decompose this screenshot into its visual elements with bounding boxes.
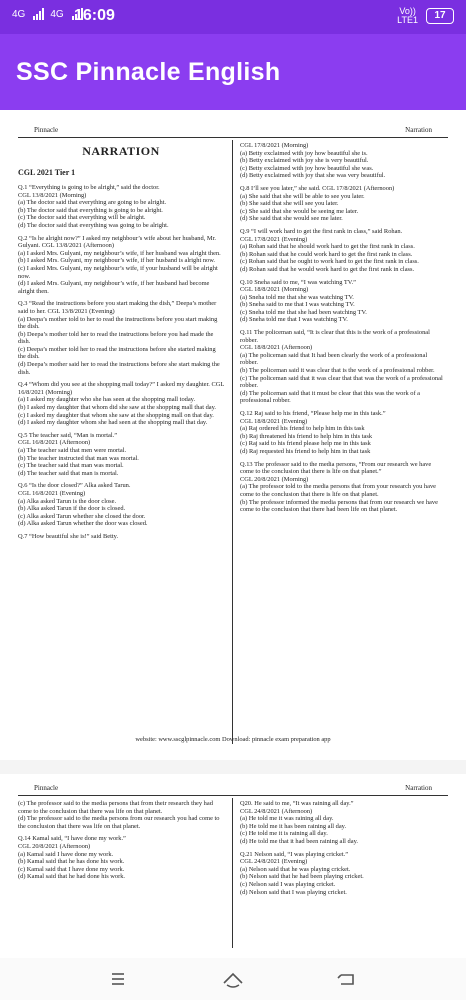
text-line: CGL 20/8/2021 (Morning) — [240, 475, 309, 483]
text-line: Q.12 Raj said to his friend, “Please help me in this task.” — [240, 410, 386, 417]
text-line: (a) Betty exclaimed with joy how beautiful she is. — [240, 149, 368, 157]
text-line: CGL 18/8/2021 (Afternoon) — [240, 344, 313, 352]
text-line: (d) Sneha told me that I was watching TV. — [240, 316, 348, 324]
column-divider-2 — [232, 798, 233, 948]
text-line: (d) The policeman said that it must be clear that this was the work of a professional robber. — [240, 389, 421, 405]
app-title: SSC Pinnacle English — [16, 58, 281, 86]
app-bar — [0, 34, 466, 110]
text-line: (d) She said that she would see me later. — [240, 215, 343, 223]
text-line: (a) I asked my daughter who she has seen at the shopping mall today. — [18, 396, 196, 404]
text-line: (c) Sneha told me that she had been watching TV. — [240, 308, 367, 316]
text-line: (c) Betty exclaimed with joy how beautiful she was. — [240, 164, 374, 172]
text-line: (d) I asked my daughter whom she had seen at the shopping mall that day. — [18, 419, 208, 427]
text-line: (b) The policeman said it was clear that is the work of a professional robber. — [240, 367, 435, 375]
lte-label: LTE1 — [397, 15, 418, 25]
text-line: (d) Kamal said that he had done his work. — [18, 873, 126, 881]
text-line: (b) The teacher instructed that man was mortal. — [18, 454, 139, 462]
page-footer: website: www.sscglpinnacle.com Download: pinnacle exam preparation app — [135, 736, 331, 743]
text-line: (b) Betty exclaimed with joy she is very beautiful. — [240, 157, 369, 165]
volte-label: Vo)) — [399, 6, 416, 16]
text-line: Q.14 Kamal said, “I have done my work.” — [18, 835, 126, 843]
text-line: (d) I asked Mrs. Gulyani, my neighbour’s wife, if her husband had become alright then. — [18, 280, 210, 295]
text-line: (b) Rohan said that he could work hard to get the first rank in class. — [240, 250, 413, 258]
text-line: CGL 18/8/2021 (Morning) — [240, 286, 309, 294]
text-line: (b) Sneha said to me that I was watching TV. — [240, 301, 355, 309]
text-line: (a) Raj ordered his friend to help him in this task — [240, 425, 365, 433]
text-line: (a) He told me it was raining all day. — [240, 815, 334, 823]
header-left: Pinnacle — [34, 126, 59, 134]
text-line: Q.13 The professor said to the media persons, “From our research we have come to the conclusion that there is life on that planet.” — [240, 460, 432, 476]
text-line: (a) The doctor said that everything are going to be alright. — [18, 199, 167, 207]
clock: 16:09 — [74, 7, 115, 24]
text-line: Q.2 “Is he alright now?” I asked my neighbour’s wife about her husband, Mr. Gulyani. CGL 13/8/2021 (Afternoon) — [18, 234, 216, 250]
header-right-2: Narration — [405, 784, 432, 792]
text-line: Q20. He said to me, “It was raining all day.” — [240, 800, 354, 807]
text-line: Q.3 “Read the instructions before you start making the dish,” Deepa’s mother said to her. CGL 13/8/2021 (Evening) — [18, 300, 217, 315]
network-label-1: 4G — [12, 8, 26, 20]
text-line: (c) Alka asked Tarun whether she closed the door. — [18, 512, 146, 520]
text-line: (b) Raj threatened his friend to help him in this task — [240, 432, 373, 440]
left-column-2-text — [18, 800, 224, 881]
back-icon[interactable] — [326, 966, 366, 992]
text-line: (c) Deepa’s mother told her to read the instructions before she started making the dish. — [18, 345, 216, 361]
doc-heading: NARRATION — [82, 144, 160, 158]
text-line: (c) Nelson said I was playing cricket. — [240, 880, 336, 888]
page-header-2 — [18, 782, 448, 796]
text-line: (c) Raj said to his friend please help me in this task — [240, 440, 371, 448]
text-line: CGL 20/8/2021 (Afternoon) — [18, 842, 91, 850]
text-line: (b) Kamal said that he has done his work. — [18, 858, 125, 866]
document-page-2 — [18, 782, 448, 958]
text-line: (a) The policeman said that It had been clearly the work of a professional robber. — [240, 351, 428, 367]
text-line: (c) The doctor said that everything will be alright. — [18, 214, 146, 222]
text-line: (b) The professor informed the media persons that from our research we have come to the conclusion that there had been life on that planet. — [240, 498, 438, 514]
text-line: (c) The teacher said that man was mortal. — [18, 462, 124, 470]
text-line: (d) Betty exclaimed with joy that she was very beautiful. — [240, 172, 386, 180]
page-header — [18, 124, 448, 138]
text-line: Q.21 Nelson said, “I was playing cricket.” — [240, 850, 349, 858]
text-line: (c) I asked Mrs. Gulyani, my neighbour’s wife, if your husband will be alright now. — [18, 264, 218, 280]
left-column-text — [18, 184, 224, 541]
text-line: (d) The doctor said that everything was going to be alright. — [18, 221, 169, 229]
text-line: (d) He told me that it had been raining all day. — [240, 837, 358, 845]
navigation-bar — [0, 958, 466, 1000]
text-line: Q.9 “I will work hard to get the first rank in class,” said Rohan. — [240, 227, 403, 235]
column-divider — [232, 140, 233, 744]
document-page-1 — [18, 124, 448, 748]
header-left-2: Pinnacle — [34, 784, 59, 792]
text-line: CGL 16/8/2021 (Evening) — [18, 489, 86, 497]
text-line: Q.7 “How beautiful she is!” said Betty. — [18, 532, 119, 540]
text-line: (c) I asked my daughter that whom she saw at the shopping mall on that day. — [18, 411, 214, 419]
text-line: (a) Deepa’s mother told to her to read the instructions before you start making the dish. — [18, 315, 218, 331]
text-line: Q.8 I’ll see you later,” she said. CGL 17/8/2021 (Afternoon) — [240, 184, 395, 192]
text-line: (a) Nelson said that he was playing cricket. — [240, 865, 351, 873]
text-line: (a) Kamal said I have done my work. — [18, 850, 114, 858]
battery-icon: 17 — [426, 8, 454, 24]
text-line: (b) She said that she will see you later. — [240, 200, 339, 208]
header-rule — [18, 137, 448, 138]
text-line: (d) Raj requested his friend to help him in that task — [240, 447, 371, 455]
network-indicators — [12, 8, 83, 20]
right-column-2 — [240, 800, 446, 896]
left-column-2 — [18, 800, 224, 881]
text-line: (a) Alka asked Tarun is the door close. — [18, 497, 117, 505]
text-line: CGL 16/8/2021 (Afternoon) — [18, 439, 91, 447]
text-line: (b) I asked my daughter that whom did she saw at the shopping mall that day. — [18, 404, 217, 412]
page-gap — [0, 760, 466, 774]
text-line: (a) Rohan said that he should work hard to get the first rank in class. — [240, 243, 415, 251]
text-line: CGL 17/8/2021 (Evening) — [240, 235, 308, 243]
text-line: (d) Nelson said that I was playing cricket. — [240, 888, 347, 896]
text-line: (c) Kamal said that I have done my work. — [18, 865, 125, 873]
text-line: CGL 24/8/2021 (Evening) — [240, 858, 308, 866]
text-line: (c) The professor said to the media persons that from their research they had come to the conclusion that there was life on that planet. — [18, 800, 213, 815]
text-line: (a) She said that she will be able to see you later. — [240, 192, 365, 200]
header-right: Narration — [405, 126, 432, 134]
text-line: CGL 13/8/2021 (Morning) — [18, 191, 87, 199]
text-line: (d) Deepa’s mother said her to read the instructions before she start making the dish. — [18, 361, 220, 376]
signal-icon — [33, 8, 44, 20]
right-column-2-text — [240, 800, 446, 896]
header-rule-2 — [18, 795, 448, 796]
text-line: (b) Deepa’s mother told her to read the instructions before you had made the dish. — [18, 330, 214, 346]
text-line: Q.10 Sneha said to me, “I was watching TV.” — [240, 278, 357, 286]
text-line: (b) The doctor said that everything is going to be alright. — [18, 206, 163, 214]
home-icon[interactable] — [213, 966, 253, 992]
text-line: CGL 18/8/2021 (Evening) — [240, 417, 308, 425]
text-line: CGL 24/8/2021 (Afternoon) — [240, 807, 313, 815]
text-line: (b) Alka asked Tarun if the door is closed. — [18, 505, 126, 513]
text-line: CGL 17/8/2021 (Morning) — [240, 142, 309, 149]
text-line: (c) Rohan said that he ought to work hard to get the first rank in class. — [240, 258, 419, 266]
network-label-2: 4G — [50, 8, 64, 20]
text-line: (a) I asked Mrs. Gulyani, my neighbour’s wife, if her husband was alright then. — [18, 249, 221, 257]
text-line: (a) Sneha told me that she was watching TV. — [240, 293, 354, 301]
text-line: (d) The teacher said that man is mortal. — [18, 469, 119, 477]
volte-indicator — [397, 7, 418, 25]
left-column — [18, 142, 224, 541]
menu-icon[interactable] — [98, 966, 138, 992]
text-line: Q.4 “Whom did you see at the shopping mall today?” I asked my daughter. CGL 16/8/2021 (Morning) — [18, 381, 224, 396]
status-bar — [0, 0, 466, 34]
text-line: (b) Nelson said that he had been playing cricket. — [240, 873, 364, 881]
text-line: (a) The teacher said that men were mortal. — [18, 447, 127, 454]
text-line: (c) She said that she would be seeing me later. — [240, 207, 359, 215]
text-line: Q.11 The policeman said, “It is clear that this is the work of a professional robber. — [240, 329, 430, 344]
doc-subheading: CGL 2021 Tier 1 — [18, 168, 76, 177]
status-right — [397, 7, 454, 25]
text-line: (a) The professor told to the media persons that from your research you have come to the conclusion that there is life on that planet. — [240, 483, 436, 498]
text-line: (d) The professor said to the media persons from our research you had come to the conclusion that there was life on that planet. — [18, 815, 220, 830]
text-line: (b) I asked Mrs. Gulyani, my neighbour’s wife, if her husband is alright now. — [18, 257, 216, 265]
right-column — [240, 142, 446, 514]
text-line: Q.6 “Is the door closed?” Alka asked Tarun. — [18, 482, 131, 490]
text-line: (c) The policeman said that it was clear that that was the work of a professional robber. — [240, 374, 443, 390]
text-line: (c) He told me it is raining all day. — [240, 830, 328, 838]
document-viewer[interactable] — [0, 110, 466, 958]
text-line: (b) He told me it has been raining all day. — [240, 822, 347, 830]
text-line: Q.5 The teacher said, “Man is mortal.” — [18, 431, 118, 439]
text-line: Q.1 “Everything is going to be alright,” said the doctor. — [18, 184, 160, 191]
text-line: (d) Rohan said that he would work hard to get the first rank in class. — [240, 265, 415, 273]
right-column-text — [240, 142, 446, 514]
text-line: (d) Alka asked Tarun whether the door was closed. — [18, 520, 148, 528]
